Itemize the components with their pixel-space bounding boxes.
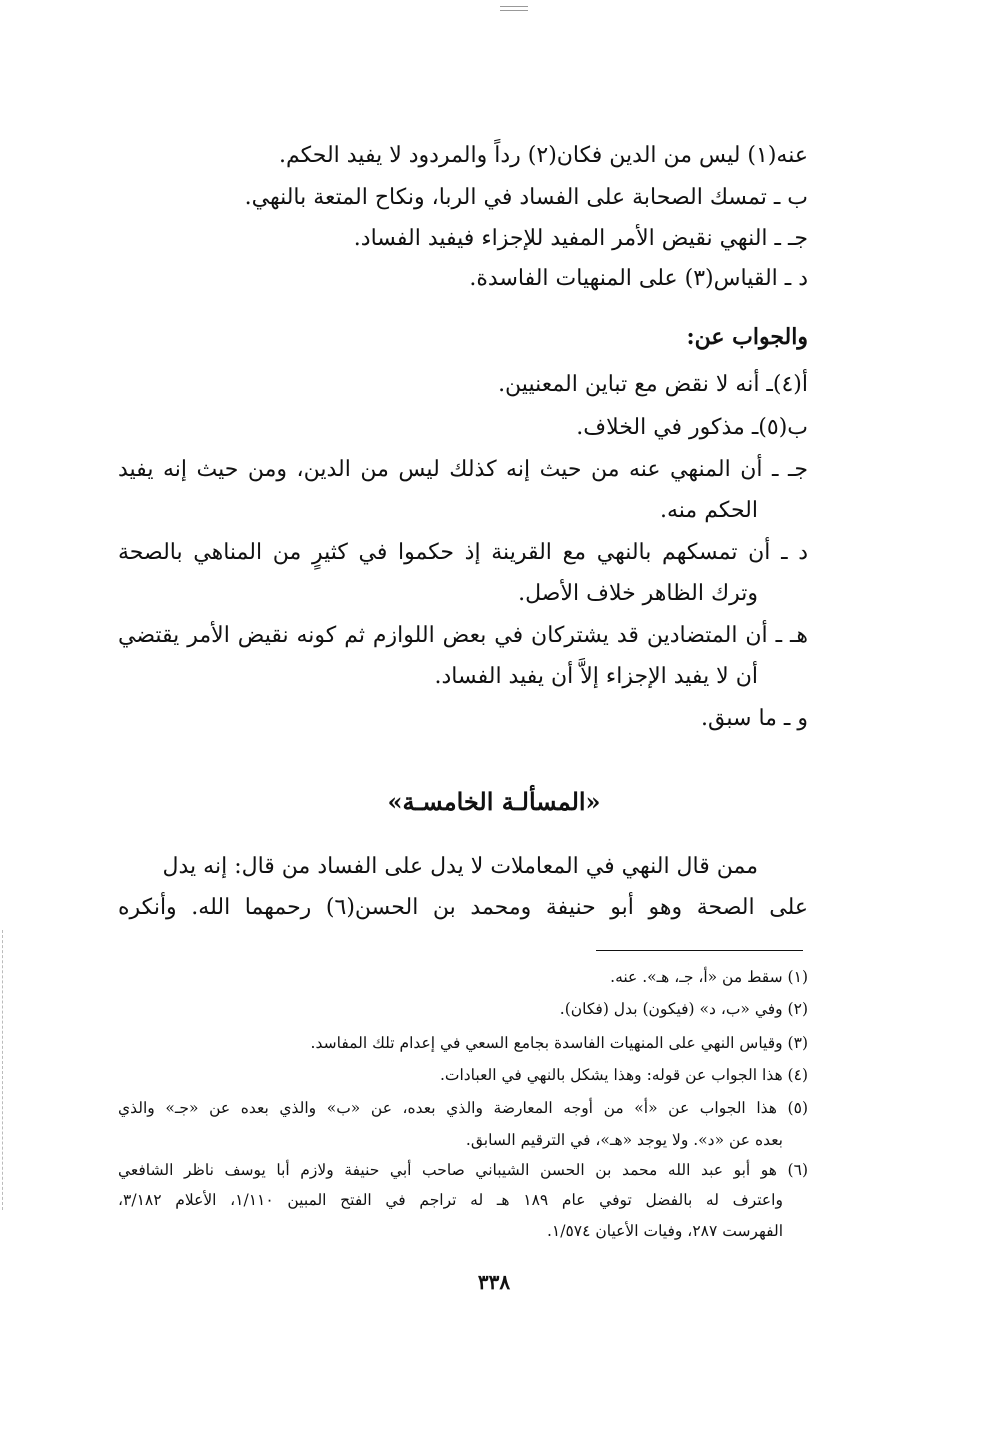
body-line: عنه(١) ليس من الدين فكان(٢) رداً والمردود لا يفيد الحكم. [278,143,808,168]
scan-edge-mark [2,930,3,1210]
answer-line: و ـ ما سبق. [701,706,808,731]
footnote-continuation: واعترف له بالفضل توفي عام ١٨٩ هـ له تراجم في الفتح المبين ١/١١٠، الأعلام ٣/١٨٢، [118,1191,783,1209]
answer-line: د ـ أن تمسكهم بالنهي مع القرينة إذ حكموا في كثيرٍ من المناهي بالصحة [118,540,808,565]
footnote: (٦) هو أبو عبد الله محمد بن الحسن الشيباني صاحب أبي حنيفة ولازم أبا يوسف ناظر الشافعي [118,1161,808,1179]
body-line: د ـ القياس(٣) على المنهيات الفاسدة. [469,266,808,291]
body-line: ب ـ تمسك الصحابة على الفساد في الربا، ونكاح المتعة بالنهي. [244,185,808,210]
top-crop-mark [500,10,528,11]
footnote: (٥) هذا الجواب عن «أ» من أوجه المعارضة والذي بعده، عن «ب» والذي بعده عن «جـ» والذي [118,1099,808,1117]
answer-line: أن لا يفيد الإجزاء إلاَّ أن يفيد الفساد. [434,664,758,689]
footnote: (٣) وقياس النهي على المنهيات الفاسدة بجامع السعي في إعدام تلك المفاسد. [310,1034,808,1052]
answer-line: وترك الظاهر خلاف الأصل. [518,581,758,606]
section-line: على الصحة وهو أبو حنيفة ومحمد بن الحسن(٦) رحمهما الله. وأنكره [118,895,808,920]
top-crop-mark [500,6,528,7]
body-line: جـ ـ النهي نقيض الأمر المفيد للإجزاء فيفيد الفساد. [353,226,808,251]
answer-heading: والجواب عن: [686,324,808,350]
footnote-separator [596,950,803,951]
answer-line: أ(٤)ـ أنه لا نقض مع تباين المعنيين. [498,372,808,397]
section-line: ممن قال النهي في المعاملات لا يدل على الفساد من قال: إنه يدل [162,854,758,879]
footnote: (٢) وفي «ب، د» (فيكون) بدل (فكان). [559,1000,808,1018]
answer-line: ب(٥)ـ مذكور في الخلاف. [576,415,808,440]
page-number: ٣٣٨ [477,1270,511,1294]
answer-line: هـ ـ أن المتضادين قد يشتركان في بعض اللوازم ثم كونه نقيض الأمر يقتضي [118,623,808,648]
footnote-continuation: الفهرست ٢٨٧، وفيات الأعيان ١/٥٧٤. [546,1222,783,1240]
section-title: «المسألـة الخامسـة» [387,787,601,816]
footnote: (٤) هذا الجواب عن قوله: وهذا يشكل بالنهي في العبادات. [439,1066,808,1084]
footnote: (١) سقط من «أ، جـ، هـ». عنه. [610,968,808,986]
answer-line: الحكم منه. [659,498,758,523]
footnote-continuation: بعده عن «د». ولا يوجد «هـ»، في الترقيم السابق. [465,1131,783,1149]
answer-line: جـ ـ أن المنهي عنه من حيث إنه كذلك ليس من الدين، ومن حيث إنه يفيد [118,457,808,482]
